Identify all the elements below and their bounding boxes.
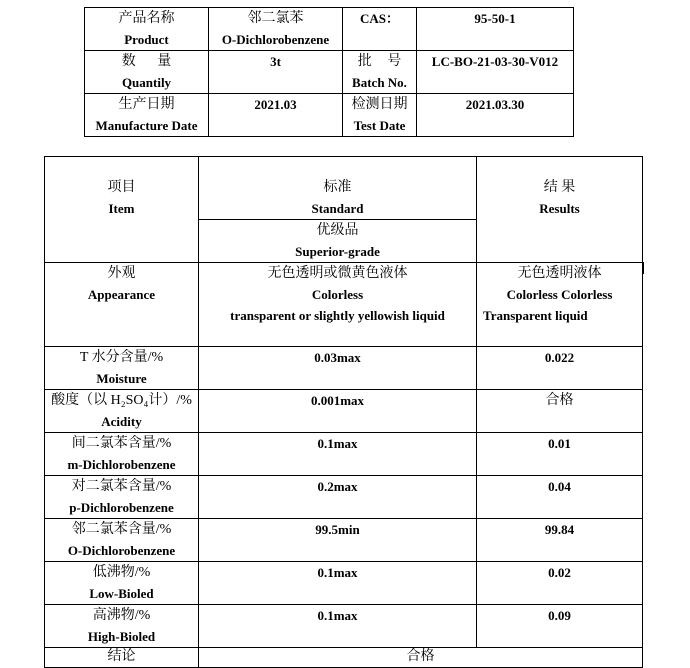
row-result-value: 0.02	[548, 565, 571, 580]
grade-header	[199, 220, 477, 263]
manufacture-value	[209, 94, 343, 137]
date-row	[85, 94, 574, 137]
row-item	[45, 519, 199, 562]
row-item	[45, 347, 199, 390]
row-result-value: 0.09	[548, 608, 571, 623]
row-standard-value: 0.1max	[317, 608, 358, 623]
product-label	[85, 8, 209, 51]
row-item-en: Low-Bioled	[89, 586, 154, 601]
test-value-text: 2021.03.30	[465, 97, 525, 112]
appearance-result-cn: 无色透明液体	[517, 266, 602, 281]
specification-table	[44, 156, 643, 668]
appearance-result-en2: Transparent liquid	[483, 308, 588, 323]
spec-row-moisture	[45, 347, 643, 390]
batch-value	[417, 51, 574, 94]
quantity-label-cn: 数 量	[121, 54, 172, 69]
conclusion-value-text: 合格	[406, 649, 435, 664]
appearance-standard-en2: transparent or slightly yellowish liquid	[230, 308, 445, 323]
manufacture-value-text: 2021.03	[254, 97, 297, 112]
row-item-en: Moisture	[96, 371, 147, 386]
quantity-value-text: 3t	[270, 54, 281, 69]
row-standard	[199, 347, 477, 390]
batch-value-text: LC-BO-21-03-30-V012	[431, 54, 559, 69]
row-standard-value: 99.5min	[315, 522, 360, 537]
product-label-en: Product	[124, 32, 169, 47]
standard-header-en: Standard	[311, 201, 364, 216]
batch-label-en: Batch No.	[352, 75, 407, 90]
row-standard	[199, 476, 477, 519]
test-value	[417, 94, 574, 137]
item-header-cn: 项目	[107, 180, 136, 195]
grade-header-cn: 优级品	[316, 223, 359, 238]
row-item-en: p-Dichlorobenzene	[69, 500, 174, 515]
standard-header	[199, 157, 477, 220]
appearance-item-en: Appearance	[87, 287, 156, 302]
row-result	[477, 347, 643, 390]
product-value	[209, 8, 343, 51]
product-label-cn: 产品名称	[118, 11, 175, 26]
row-result-value: 0.01	[548, 436, 571, 451]
text-cursor	[642, 262, 644, 274]
row-item-cn: 间二氯苯含量/%	[71, 436, 172, 451]
cas-label-text: CAS：	[359, 11, 399, 26]
spec-row-high-boiled	[45, 605, 643, 648]
appearance-standard	[199, 263, 477, 347]
row-item-en: Acidity	[101, 414, 142, 429]
row-standard	[199, 605, 477, 648]
product-info-table	[84, 7, 574, 137]
spec-row-m-dichlorobenzene	[45, 433, 643, 476]
conclusion-row	[45, 648, 643, 668]
row-item	[45, 433, 199, 476]
row-result	[477, 519, 643, 562]
cas-value	[417, 8, 574, 51]
quantity-label-en: Quantily	[121, 75, 172, 90]
appearance-standard-en1: Colorless	[311, 287, 364, 302]
appearance-item-cn: 外观	[107, 266, 136, 281]
appearance-item	[45, 263, 199, 347]
row-item-en: High-Bioled	[87, 629, 156, 644]
row-standard	[199, 433, 477, 476]
row-item	[45, 476, 199, 519]
appearance-result-en1: Colorless Colorless	[506, 287, 613, 302]
row-standard	[199, 562, 477, 605]
quantity-label	[85, 51, 209, 94]
row-item	[45, 605, 199, 648]
row-result-value: 99.84	[544, 522, 575, 537]
cas-label	[343, 8, 417, 51]
row-result	[477, 562, 643, 605]
appearance-row	[45, 263, 643, 347]
spec-row-acidity	[45, 390, 643, 433]
row-item	[45, 390, 199, 433]
grade-header-en: Superior-grade	[295, 244, 380, 259]
conclusion-label	[45, 648, 199, 668]
row-result	[477, 476, 643, 519]
batch-label-cn: 批 号	[357, 54, 402, 69]
row-standard-value: 0.03max	[314, 350, 361, 365]
item-header-en: Item	[108, 201, 135, 216]
row-standard-value: 0.1max	[317, 436, 358, 451]
product-value-en: O-Dichlorobenzene	[221, 32, 330, 47]
product-value-cn: 邻二氯苯	[247, 11, 304, 26]
quantity-value	[209, 51, 343, 94]
results-header-cn: 结 果	[543, 180, 576, 195]
appearance-standard-cn: 无色透明或微黄色液体	[267, 266, 408, 281]
row-standard-value: 0.1max	[317, 565, 358, 580]
quantity-row	[85, 51, 574, 94]
row-item-en: m-Dichlorobenzene	[67, 457, 176, 472]
row-item-cn: 对二氯苯含量/%	[71, 479, 172, 494]
row-item-cn: 低沸物/%	[92, 565, 151, 580]
product-row	[85, 8, 574, 51]
cas-value-text: 95-50-1	[474, 11, 516, 26]
spec-row-low-boiled	[45, 562, 643, 605]
manufacture-label	[85, 94, 209, 137]
row-standard	[199, 519, 477, 562]
row-item-cn: 邻二氯苯含量/%	[71, 522, 172, 537]
spec-header-row	[45, 157, 643, 220]
row-result-value: 0.022	[544, 350, 575, 365]
standard-header-cn: 标准	[323, 180, 352, 195]
row-item-cn: T 水分含量/%	[79, 350, 164, 365]
row-item-cn: 酸度（以 H₂SO₄计）/%	[51, 393, 192, 408]
row-result	[477, 390, 643, 433]
row-result	[477, 605, 643, 648]
row-standard	[199, 390, 477, 433]
manufacture-label-cn: 生产日期	[118, 97, 175, 112]
results-header-en: Results	[539, 201, 580, 216]
test-label	[343, 94, 417, 137]
row-result-value: 合格	[545, 393, 574, 408]
row-result	[477, 433, 643, 476]
row-item-cn: 高沸物/%	[92, 608, 151, 623]
appearance-result	[477, 263, 643, 347]
test-label-en: Test Date	[353, 118, 406, 133]
row-item	[45, 562, 199, 605]
conclusion-label-text: 结论	[107, 649, 136, 664]
item-header	[45, 157, 199, 263]
batch-label	[343, 51, 417, 94]
row-item-en: O-Dichlorobenzene	[67, 543, 176, 558]
spec-row-o-dichlorobenzene	[45, 519, 643, 562]
row-standard-value: 0.001max	[310, 393, 365, 408]
row-result-value: 0.04	[548, 479, 571, 494]
manufacture-label-en: Manufacture Date	[95, 118, 198, 133]
conclusion-value	[199, 648, 643, 668]
results-header	[477, 157, 643, 263]
row-standard-value: 0.2max	[317, 479, 358, 494]
test-label-cn: 检测日期	[351, 97, 408, 112]
spec-row-p-dichlorobenzene	[45, 476, 643, 519]
